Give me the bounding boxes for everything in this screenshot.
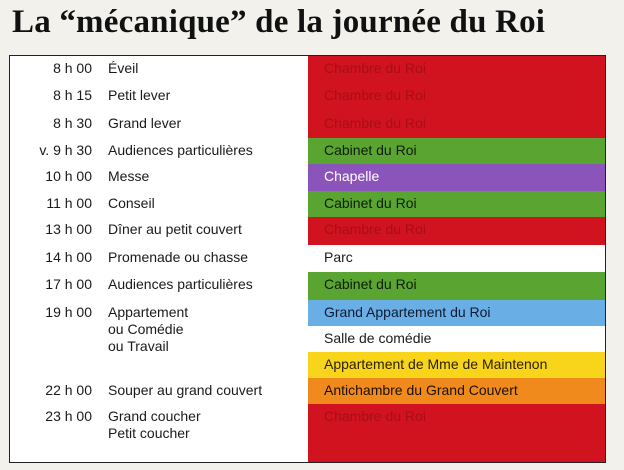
- row-activity: Grand lever: [108, 115, 182, 131]
- row-location: Appartement de Mme de Maintenon: [308, 352, 605, 378]
- table-row: [10, 217, 605, 245]
- row-location: Parc: [308, 245, 605, 272]
- table-row: [10, 164, 605, 191]
- row-activity: Conseil: [108, 195, 155, 211]
- table-row: [10, 326, 605, 352]
- table-row: [10, 56, 605, 83]
- page-title: La “mécanique” de la journée du Roi: [12, 4, 546, 40]
- row-activity: Audiences particulières: [108, 142, 253, 158]
- row-time: 23 h 00: [45, 408, 92, 424]
- row-location: Chapelle: [308, 164, 605, 191]
- row-activity: Messe: [108, 168, 150, 184]
- row-location: Salle de comédie: [308, 326, 605, 352]
- row-location: Cabinet du Roi: [308, 191, 605, 217]
- row-location: Cabinet du Roi: [308, 272, 605, 300]
- row-location: Grand Appartement du Roi: [308, 300, 605, 326]
- table-row: [10, 352, 605, 378]
- row-time: 10 h 00: [45, 168, 92, 184]
- row-location: Chambre du Roi: [308, 111, 605, 138]
- row-activity: Appartement ou Comédie ou Travail: [108, 304, 189, 354]
- row-time: v. 9 h 30: [39, 142, 92, 158]
- table-row: [10, 191, 605, 217]
- table-row: [10, 272, 605, 300]
- row-activity: Souper au grand couvert: [108, 382, 263, 398]
- row-activity: Grand coucher Petit coucher: [108, 408, 201, 441]
- table-row: [10, 111, 605, 138]
- row-time: 8 h 30: [53, 115, 92, 131]
- row-time: 11 h 00: [46, 195, 92, 211]
- row-time: 17 h 00: [45, 276, 92, 292]
- table-row: [10, 245, 605, 272]
- row-location: Chambre du Roi: [308, 404, 605, 463]
- row-location: Chambre du Roi: [308, 83, 605, 111]
- row-location: Chambre du Roi: [308, 56, 605, 83]
- table-row: [10, 404, 605, 463]
- row-time: 22 h 00: [45, 382, 92, 398]
- table-row: [10, 378, 605, 404]
- row-location: Chambre du Roi: [308, 217, 605, 245]
- schedule-table: [9, 55, 606, 463]
- table-row: [10, 83, 605, 111]
- row-time: 8 h 15: [53, 87, 92, 103]
- row-activity: Promenade ou chasse: [108, 249, 249, 265]
- row-time: 14 h 00: [45, 249, 92, 265]
- row-time: 8 h 00: [53, 60, 92, 76]
- row-activity: Dîner au petit couvert: [108, 221, 242, 237]
- row-activity: Éveil: [108, 60, 139, 76]
- row-activity: Audiences particulières: [108, 276, 253, 292]
- row-location: Antichambre du Grand Couvert: [308, 378, 605, 404]
- row-time: 13 h 00: [45, 221, 92, 237]
- row-activity: Petit lever: [108, 87, 171, 103]
- table-row: [10, 138, 605, 164]
- row-location: Cabinet du Roi: [308, 138, 605, 164]
- row-time: 19 h 00: [45, 304, 92, 320]
